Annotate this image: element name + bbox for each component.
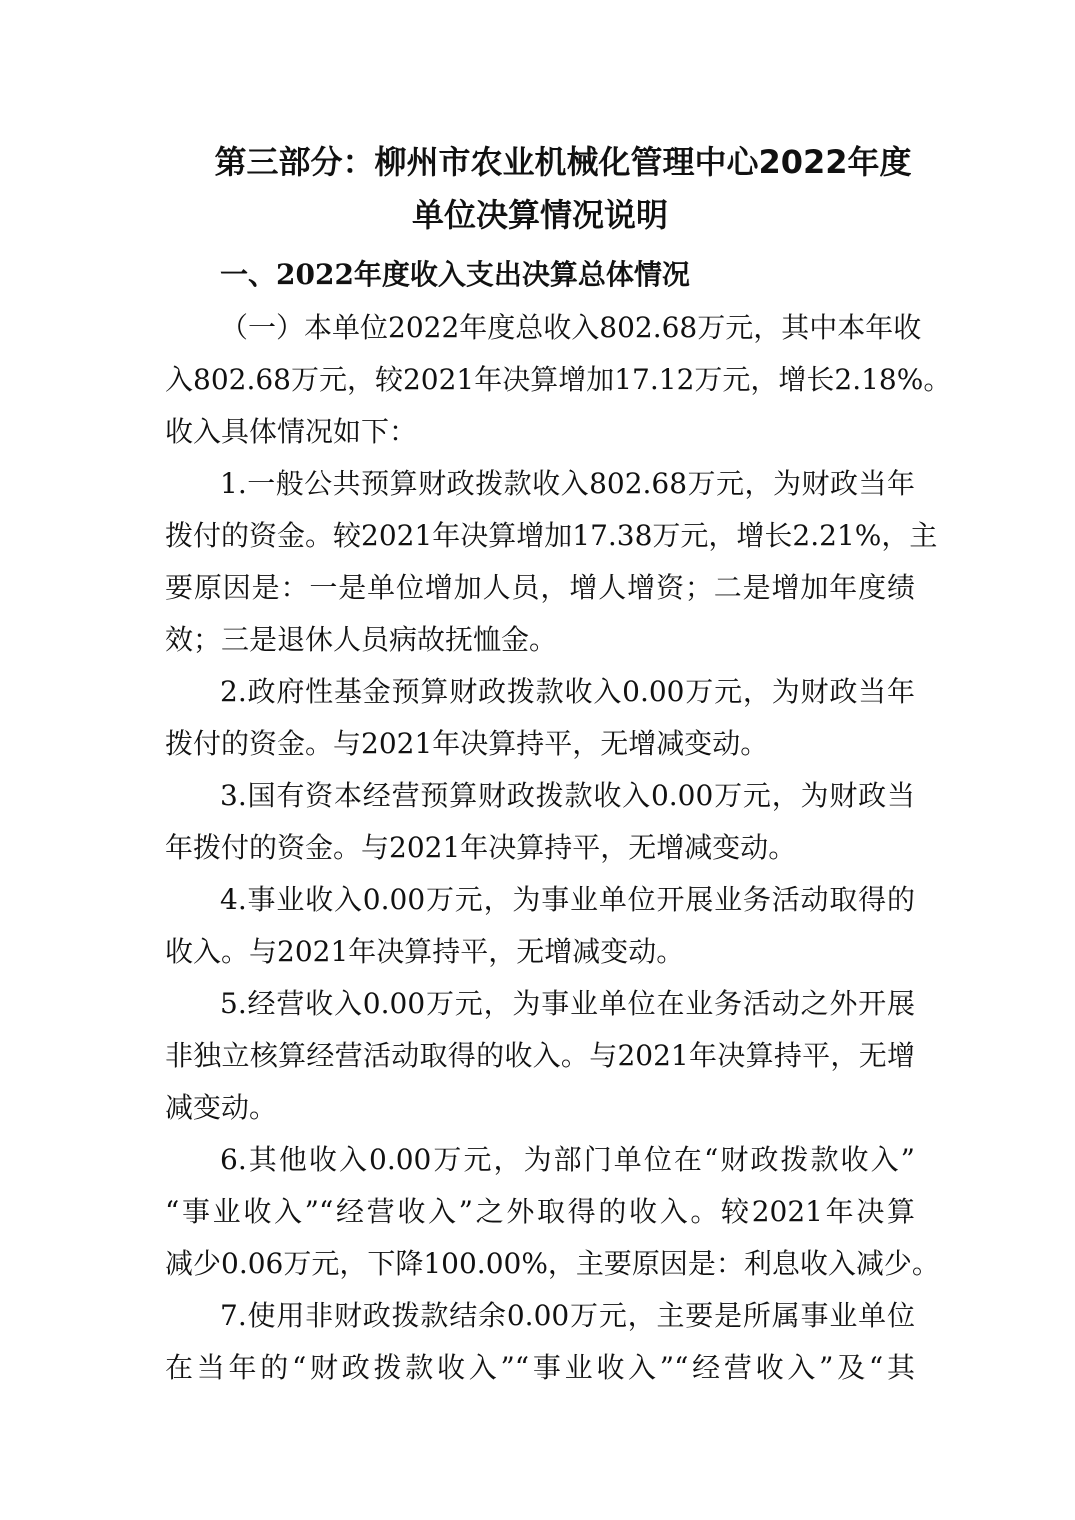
section-heading: 一、2022年度收入支出决算总体情况: [220, 258, 690, 291]
paragraph-line: 4.事业收入0.00万元，为事业单位开展业务活动取得的: [220, 883, 915, 916]
paragraph-line: 收入具体情况如下：: [165, 415, 418, 448]
paragraph-line: 要原因是：一是单位增加人员，增人增资；二是增加年度绩: [165, 571, 915, 604]
paragraph-line: 入802.68万元，较2021年决算增加17.12万元，增长2.18%。: [165, 363, 952, 396]
paragraph-line: 1.一般公共预算财政拨款收入802.68万元，为财政当年: [220, 467, 915, 500]
paragraph-line: 在当年的“财政拨款收入”“事业收入”“经营收入”及“其: [165, 1351, 915, 1384]
paragraph-line: 3.国有资本经营预算财政拨款收入0.00万元，为财政当: [220, 779, 915, 812]
paragraph-line: 减变动。: [165, 1091, 278, 1124]
document-title-line-2: 单位决算情况说明: [411, 196, 668, 234]
paragraph-line: 非独立核算经营活动取得的收入。与2021年决算持平，无增: [165, 1039, 915, 1072]
paragraph-line: （一）本单位2022年度总收入802.68万元，其中本年收: [220, 311, 922, 344]
paragraph-line: “事业收入”“经营收入”之外取得的收入。较2021年决算: [165, 1195, 915, 1228]
paragraph-line: 年拨付的资金。与2021年决算持平，无增减变动。: [165, 831, 797, 864]
paragraph-line: 拨付的资金。与2021年决算持平，无增减变动。: [165, 727, 769, 760]
paragraph-line: 拨付的资金。较2021年决算增加17.38万元，增长2.21%，主: [165, 519, 938, 552]
paragraph-line: 效；三是退休人员病故抚恤金。: [165, 623, 558, 656]
paragraph-line: 6.其他收入0.00万元，为部门单位在“财政拨款收入”: [220, 1143, 915, 1176]
paragraph-line: 收入。与2021年决算持平，无增减变动。: [165, 935, 685, 968]
paragraph-line: 2.政府性基金预算财政拨款收入0.00万元，为财政当年: [220, 675, 915, 708]
paragraph-line: 5.经营收入0.00万元，为事业单位在业务活动之外开展: [220, 987, 915, 1020]
paragraph-line: 7.使用非财政拨款结余0.00万元，主要是所属事业单位: [220, 1299, 915, 1332]
document-title-line-1: 第三部分：柳州市农业机械化管理中心2022年度: [214, 143, 912, 181]
paragraph-line: 减少0.06万元，下降100.00%，主要原因是：利息收入减少。: [165, 1247, 940, 1280]
